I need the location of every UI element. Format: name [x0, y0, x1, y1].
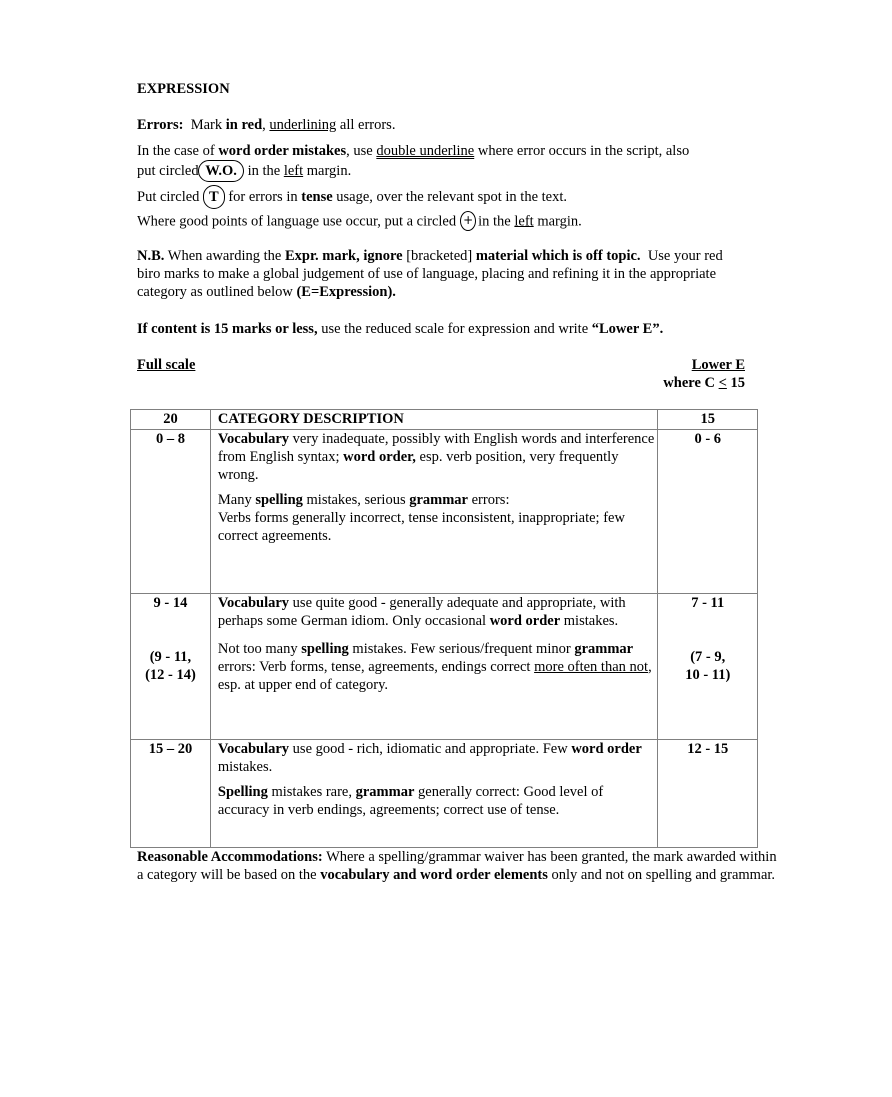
good-points-instruction: Where good points of language use occur, put a circled + in the left margin. [137, 213, 582, 230]
lower-e-label: Lower E where C < 15 [663, 357, 745, 391]
section-heading: EXPRESSION [137, 81, 230, 97]
table-row: 0 – 8 Vocabulary very inadequate, possibly with English words and interference from English syntax; word order, esp. verb position, very frequently wrong. Many spelling mistakes, serious grammar errors: Verbs forms generally incorrect, tense inconsistent, inappropriate; few correct agreements. 0 - 6 [131, 430, 758, 594]
tense-instruction: Put circled T for errors in tense usage, over the relevant spot in the text. [137, 185, 777, 209]
header-lower-scale: 15 [658, 410, 758, 430]
table-header-row [131, 410, 758, 430]
category-table [130, 409, 758, 848]
nb-note: N.B. When awarding the Expr. mark, ignore [bracketed] material which is off topic. Use your red biro marks to make a global judgement of use of language, placing and refining it in the appropriate category as outlined below (E=Expression). [137, 248, 723, 300]
accommodations-note: Reasonable Accommodations: Where a spelling/grammar waiver has been granted, the mark awarded within a category will be based on the vocabulary and word order elements only and not on spelling and grammar. [137, 849, 777, 883]
header-full-scale: 20 [131, 410, 211, 430]
circled-wo-mark: W.O. [198, 160, 244, 182]
full-scale-label: Full scale [137, 357, 196, 373]
content-rule: If content is 15 marks or less, use the reduced scale for expression and write “Lower E”. [137, 321, 664, 337]
circled-t-mark: T [203, 185, 225, 209]
circled-plus-icon: + [460, 211, 476, 231]
table-row: 9 - 14 (9 - 11, (12 - 14) Vocabulary use quite good - generally adequate and appropriate, with perhaps some German idiom. Only occasional word order mistakes. Not too many spelling mistakes. Few serious/frequent minor grammar errors: Verb forms, tense, agreements, endings correct more often than not, esp. at upper end of category. 7 - 11 (7 - 9, 10 - 11) [131, 594, 758, 740]
errors-instruction: Errors: Mark in red, underlining all errors. [137, 117, 396, 133]
table-row: 15 – 20 Vocabulary use good - rich, idiomatic and appropriate. Few word order mistakes. Spelling mistakes rare, grammar generally correct: Good level of accuracy in verb endings, agreements; correct use of tense. 12 - 15 [131, 740, 758, 848]
word-order-instruction: In the case of word order mistakes, use double underline where error occurs in the script, also put circled W.O. in the left margin. [137, 142, 777, 182]
header-category: CATEGORY DESCRIPTION [210, 410, 658, 430]
